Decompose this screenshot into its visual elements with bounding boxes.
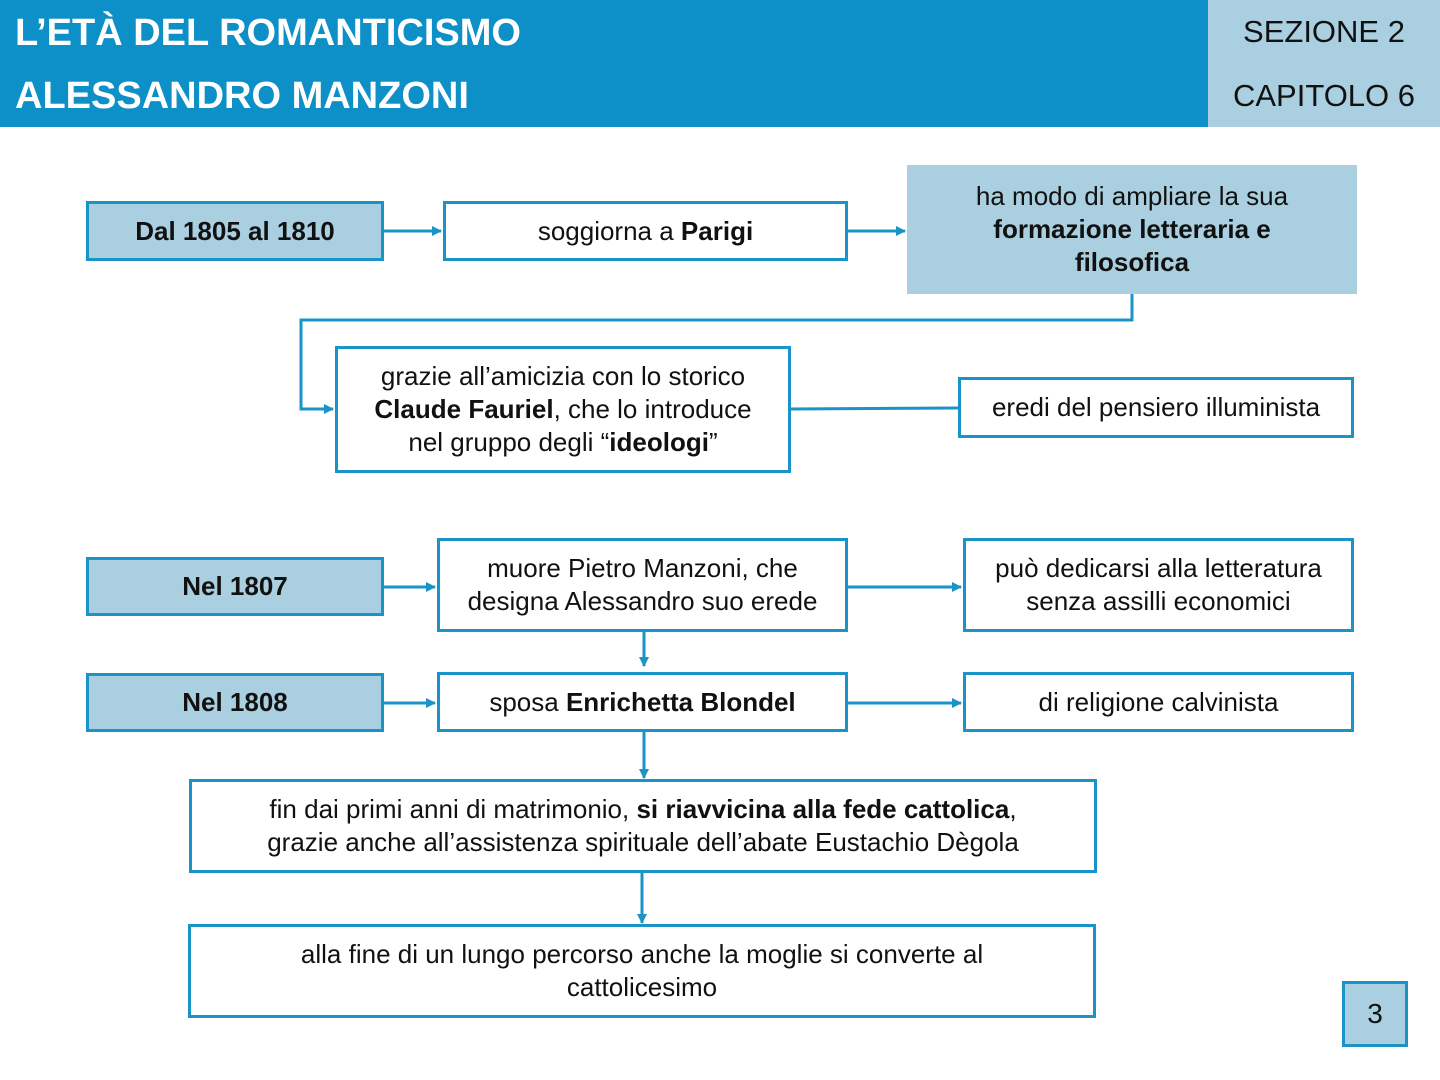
fauriel-box [335, 346, 791, 473]
paris-box [443, 201, 848, 261]
header-title-era: L’ETÀ DEL ROMANTICISMO [15, 12, 521, 54]
formation-text: ha modo di ampliare la sua [975, 181, 1289, 211]
date-box-1805-1810: Dal 1805 al 1810 [86, 201, 384, 261]
event-1807-box: muore Pietro Manzoni, che designa Alessandro suo erede [437, 538, 848, 632]
formation-box [907, 165, 1357, 294]
fauriel-text-pre: grazie all’amicizia con lo storico [380, 361, 746, 391]
line-fauriel-to-heirs [791, 408, 959, 409]
header-title-author: ALESSANDRO MANZONI [15, 75, 469, 117]
paris-text: soggiorna a [537, 215, 681, 246]
section-label: SEZIONE 2 [1243, 14, 1405, 49]
event-1808-bold: Enrichetta Blondel [565, 686, 796, 717]
result-1808-box: di religione calvinista [963, 672, 1354, 732]
fauriel-name: Claude Fauriel [374, 394, 554, 424]
result-1807-box: può dedicarsi alla letteratura senza assilli economici [963, 538, 1354, 632]
fauriel-text-mid: , che lo introduce nel gruppo degli “ [408, 394, 752, 457]
heirs-box: eredi del pensiero illuminista [958, 377, 1354, 438]
date-box-1808: Nel 1808 [86, 673, 384, 732]
formation-bold: formazione letteraria e filosofica [993, 214, 1271, 277]
ideologi-term: ideologi [609, 427, 709, 457]
fauriel-text-post: ” [708, 427, 718, 457]
page-number: 3 [1342, 981, 1408, 1047]
chapter-label: CAPITOLO 6 [1232, 78, 1416, 113]
event-1808-box [437, 672, 848, 732]
faith-text-post: , grazie anche all’assistenza spirituale dell’abate Eustachio Dègola [267, 794, 1019, 857]
event-1808-text: sposa [489, 686, 566, 717]
faith-text-pre: fin dai primi anni di matrimonio, [269, 794, 637, 824]
paris-bold: Parigi [680, 215, 754, 246]
faith-bold: si riavvicina alla fede cattolica [636, 794, 1010, 824]
date-box-1807: Nel 1807 [86, 557, 384, 616]
faith-box [189, 779, 1097, 873]
conversion-box: alla fine di un lungo percorso anche la moglie si converte al cattolicesimo [188, 924, 1096, 1018]
